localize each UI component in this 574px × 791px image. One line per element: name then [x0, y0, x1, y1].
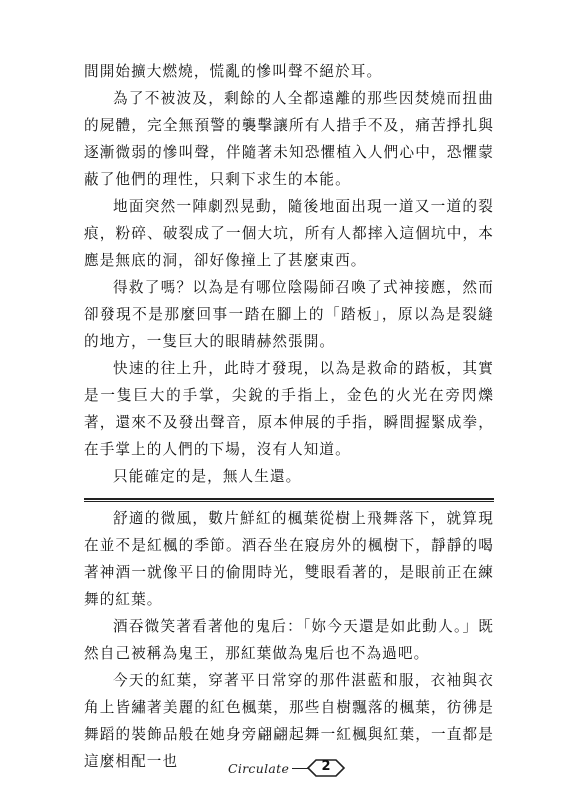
paragraph-continuation: 間開始擴大燃燒，慌亂的慘叫聲不絕於耳。	[84, 63, 383, 80]
paragraph: 只能確定的是，無人生還。	[113, 468, 302, 485]
paragraph: 地面突然一陣劇烈晃動，隨後地面出現一道又一道的裂痕，粉碎、破裂成了一個大坑，所有人都摔入這個坑中，本應是無底的洞，卻好像撞上了甚麼東西。	[84, 198, 494, 269]
page-number: 2	[321, 759, 331, 774]
paragraph: 酒吞微笑著看著他的鬼后：「妳今天還是如此動人。」既然自己被稱為鬼王，那紅葉做為鬼后也不為過吧。	[84, 618, 494, 662]
paragraph: 為了不被波及，剩餘的人全都遠離的那些因焚燒而扭曲的屍體，完全無預警的襲擊讓所有人措手不及，痛苦掙扎與逐漸微弱的慘叫聲，伴隨著未知恐懼植入人們心中，恐懼蒙蔽了他們的理性，只剩下求生的本能。	[84, 90, 494, 188]
footer-word: Circulate	[228, 761, 290, 776]
paragraph: 快速的往上升，此時才發現，以為是救命的踏板，其實是一隻巨大的手掌，尖銳的手指上，金色的火光在旁閃爍著，還來不及發出聲音，原本伸展的手指，瞬間握緊成拳，在手掌上的人們的下場，沒有人知道。	[84, 360, 494, 458]
footer-ornament	[228, 756, 346, 784]
paragraph: 得救了嗎？以為是有哪位陰陽師召喚了式神接應，然而卻發現不是那麼回事一踏在腳上的「踏板」，原以為是裂縫的地方，一隻巨大的眼睛赫然張開。	[84, 279, 494, 350]
section-one	[84, 58, 494, 490]
page-footer	[0, 756, 574, 784]
section-divider	[84, 498, 494, 502]
page-number-badge	[306, 758, 346, 778]
section-two	[84, 505, 494, 775]
paragraph: 舒適的微風，數片鮮紅的楓葉從樹上飛舞落下，就算現在並不是紅楓的季節。酒吞坐在寢房外的楓樹下，靜靜的喝著神酒一就像平日的偷閒時光，雙眼看著的，是眼前正在練舞的紅葉。	[84, 510, 494, 608]
paragraph: 今天的紅葉，穿著平日常穿的那件湛藍和服，衣袖與衣角上皆繡著美麗的紅色楓葉，那些自樹飄落的楓葉，彷彿是舞蹈的裝飾品般在她身旁翩翩起舞一紅楓與紅葉，一直都是這麼相配一也	[84, 672, 494, 770]
